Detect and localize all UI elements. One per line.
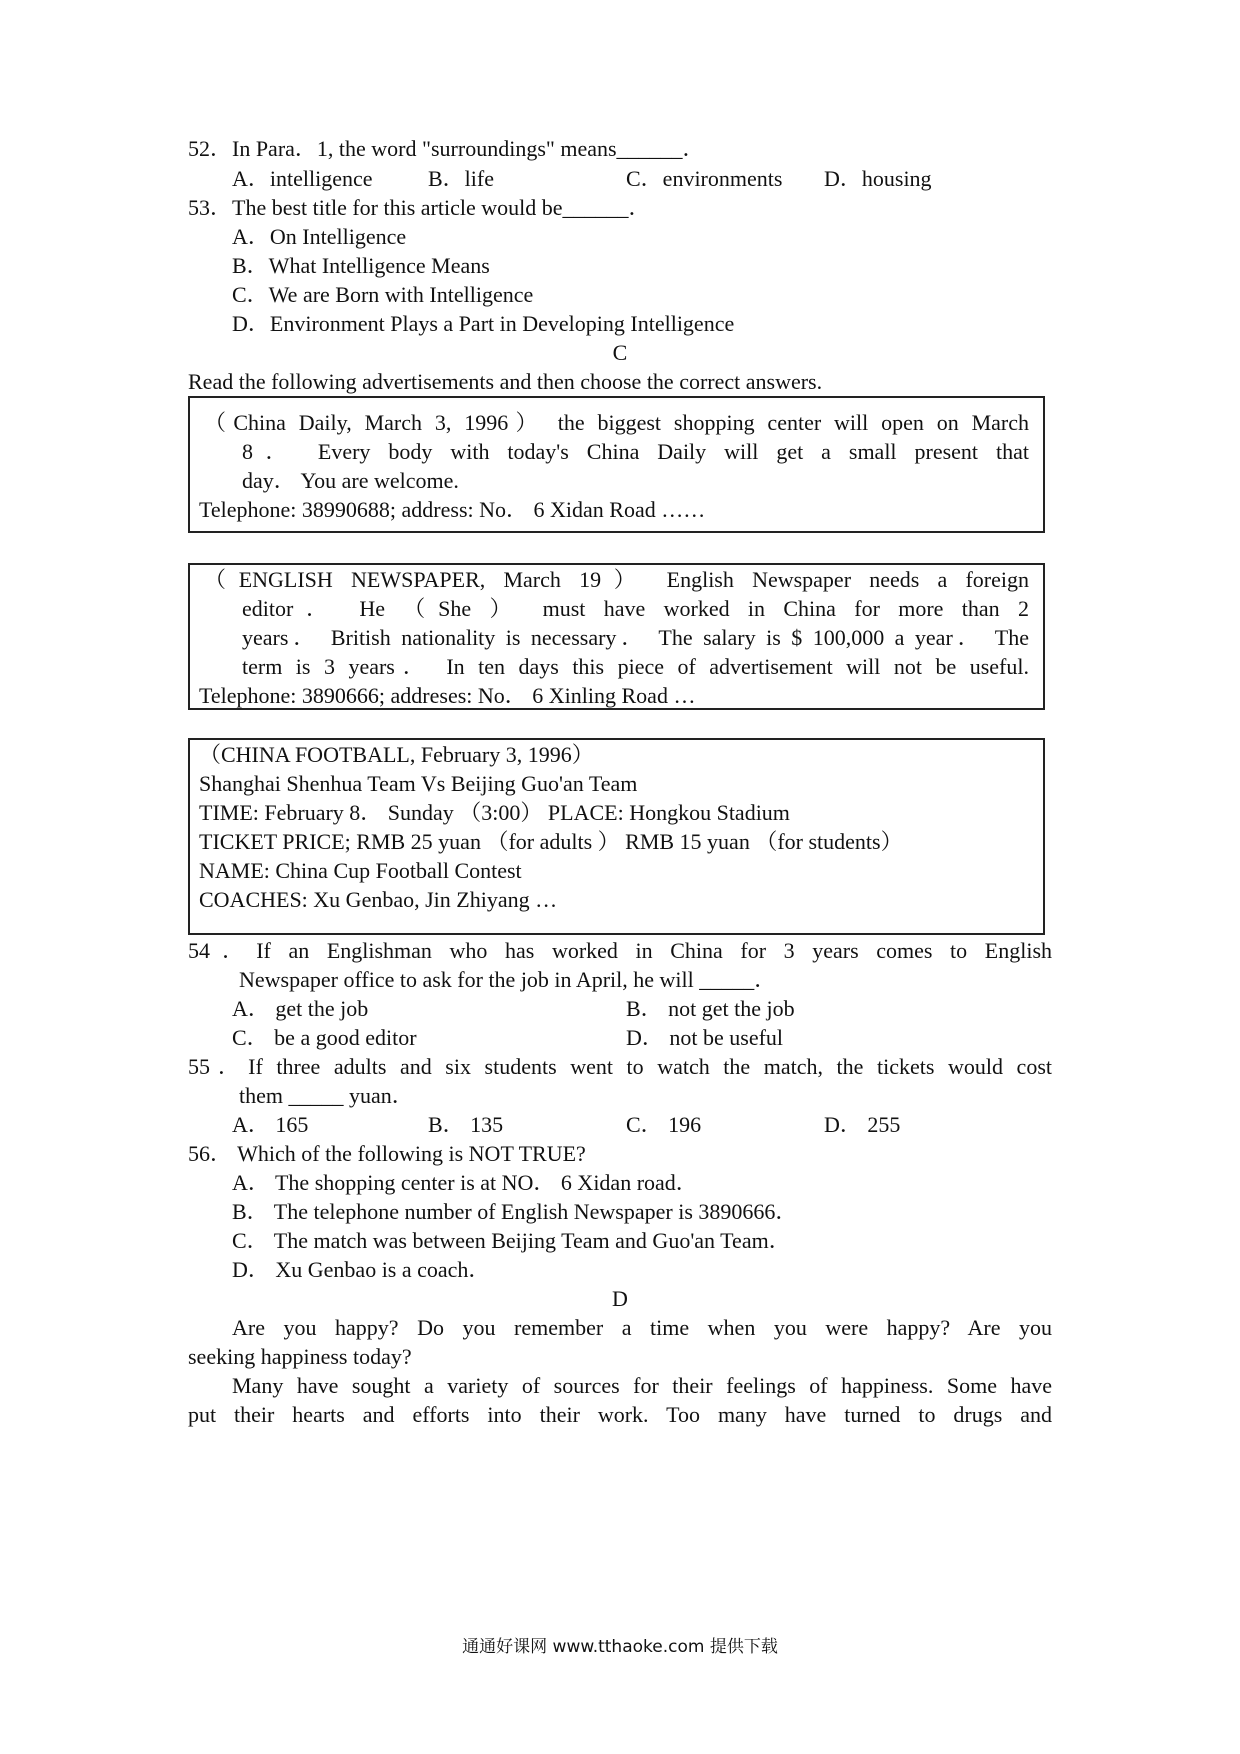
q56-option-c: C． The match was between Beijing Team and Guo'an Team．	[232, 1228, 791, 1253]
ad3-line-1: （CHINA FOOTBALL, February 3, 1996）	[199, 742, 594, 767]
q53-option-b: B．What Intelligence Means	[232, 253, 490, 278]
ad2-line-1: （ENGLISH NEWSPAPER, March 19） English Newspaper needs a foreign	[204, 567, 1029, 592]
q53-option-c: C．We are Born with Intelligence	[232, 282, 534, 307]
ad2-line-3: years． British nationality is necessary． The salary is $ 100,000 a year． The	[242, 625, 1029, 650]
q53-option-d: D．Environment Plays a Part in Developing Intelligence	[232, 311, 735, 336]
q56-option-a: A． The shopping center is at NO． 6 Xidan road．	[232, 1170, 698, 1195]
ad1-line-3: day． You are welcome.	[242, 468, 459, 493]
section-c-heading: C	[612, 340, 628, 365]
q52-option-c: C．environments	[626, 166, 783, 191]
ad2-line-4: term is 3 years． In ten days this piece of advertisement will not be useful.	[242, 654, 1029, 679]
q55-option-c: C． 196	[626, 1112, 702, 1137]
ad1-line-2: 8． Every body with today's China Daily will get a small present that	[242, 439, 1029, 464]
question-55-stem-line-2: them _____ yuan．	[239, 1083, 414, 1108]
ad2-line-5: Telephone: 3890666; addreses: No． 6 Xinling Road …	[199, 683, 696, 708]
q54-option-b: B． not get the job	[626, 996, 795, 1021]
q56-option-b: B． The telephone number of English Newspaper is 3890666．	[232, 1199, 798, 1224]
q54-option-c: C． be a good editor	[232, 1025, 417, 1050]
ad3-line-6: COACHES: Xu Genbao, Jin Zhiyang …	[199, 887, 558, 912]
ad1-line-1: （China Daily, March 3, 1996） the biggest shopping center will open on March	[204, 410, 1029, 435]
q55-option-d: D． 255	[824, 1112, 901, 1137]
q52-option-a: A．intelligence	[232, 166, 373, 191]
q55-option-b: B． 135	[428, 1112, 504, 1137]
q56-option-d: D． Xu Genbao is a coach．	[232, 1257, 491, 1282]
question-55-stem-line-1: 55．If three adults and six students went to watch the match, the tickets would cost	[188, 1054, 1052, 1079]
advertisement-english-newspaper	[188, 563, 1045, 710]
question-53-stem: 53．The best title for this article would be______．	[188, 195, 651, 220]
question-52-stem: 52．In Para．1, the word "surroundings" means______．	[188, 136, 705, 161]
q53-option-a: A．On Intelligence	[232, 224, 407, 249]
section-c-instruction: Read the following advertisements and then choose the correct answers.	[188, 369, 823, 394]
ad2-line-2: editor． He （She ） must have worked in China for more than 2	[242, 596, 1029, 621]
q52-option-b: B．life	[428, 166, 494, 191]
question-56-stem: 56． Which of the following is NOT TRUE?	[188, 1141, 586, 1166]
advertisement-china-football	[188, 738, 1045, 935]
q52-option-d: D．housing	[824, 166, 932, 191]
ad3-line-5: NAME: China Cup Football Contest	[199, 858, 522, 883]
ad3-line-2: Shanghai Shenhua Team Vs Beijing Guo'an Team	[199, 771, 638, 796]
section-d-para-1-line-1: Are you happy? Do you remember a time when you were happy? Are you	[232, 1315, 1052, 1340]
section-d-para-2-line-2: put their hearts and efforts into their work. Too many have turned to drugs and	[188, 1402, 1052, 1427]
advertisement-china-daily	[188, 396, 1045, 533]
ad1-line-4: Telephone: 38990688; address: No． 6 Xidan Road ……	[199, 497, 706, 522]
q55-option-a: A． 165	[232, 1112, 309, 1137]
q54-option-d: D． not be useful	[626, 1025, 784, 1050]
ad3-line-4: TICKET PRICE; RMB 25 yuan （for adults ） RMB 15 yuan （for students）	[199, 829, 903, 854]
page-footer: 通通好课网 www.tthaoke.com 提供下载	[462, 1637, 778, 1657]
ad3-line-3: TIME: February 8． Sunday （3:00） PLACE: Hongkou Stadium	[199, 800, 790, 825]
question-54-stem-line-1: 54．If an Englishman who has worked in China for 3 years comes to English	[188, 938, 1052, 963]
question-54-stem-line-2: Newspaper office to ask for the job in April, he will _____．	[239, 967, 777, 992]
section-d-para-1-line-2: seeking happiness today?	[188, 1344, 412, 1369]
section-d-heading: D	[612, 1286, 628, 1311]
section-d-para-2-line-1: Many have sought a variety of sources for their feelings of happiness. Some have	[232, 1373, 1052, 1398]
q54-option-a: A． get the job	[232, 996, 369, 1021]
